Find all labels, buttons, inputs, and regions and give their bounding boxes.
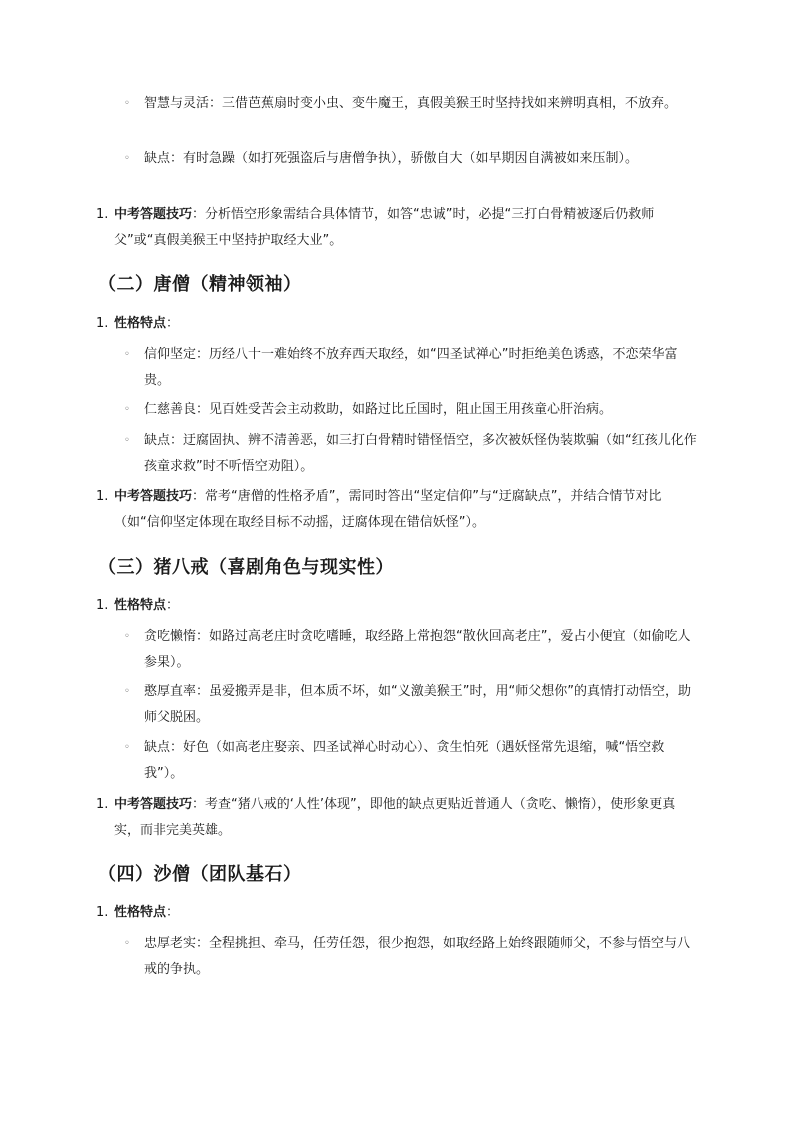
bullet-item: [0, 397, 794, 423]
tip-label: 中考答题技巧: [114, 797, 193, 812]
bullet-item: [0, 146, 794, 172]
bullet-marker: ◦: [124, 153, 130, 164]
bullet-text: ：好色（如高老庄娶亲、四圣试禅心时动心）、贪生怕死（遇妖怪常先退缩，喊“悟空救我”）。: [144, 740, 665, 781]
tip-text: ：分析悟空形象需结合具体情节，如答“忠诚”时，必提“三打白骨精被逐后仍救师父”或“真假美猴王中坚持护取经大业”。: [114, 207, 655, 248]
tip-item: [0, 484, 794, 536]
traits-colon: ：: [166, 316, 180, 331]
bullet-label: 贪吃懒惰: [144, 629, 197, 644]
list-number: 1.: [96, 905, 109, 920]
bullet-text: ：迂腐固执、辨不清善恶，如三打白骨精时错怪悟空，多次被妖怪伪装欺骗（如“红孩儿化作孩童求救”时不听悟空劝阻）。: [144, 433, 697, 474]
traits-label: 性格特点: [114, 316, 167, 331]
bullet-item: [0, 342, 794, 394]
traits-item: [0, 593, 794, 619]
traits-colon: ：: [166, 598, 180, 613]
bullet-marker: ◦: [124, 435, 130, 446]
bullet-label: 仁慈善良: [144, 402, 197, 417]
bullet-item: [0, 91, 794, 117]
bullet-marker: ◦: [124, 631, 130, 642]
bullet-text: ：三借芭蕉扇时变小虫、变牛魔王，真假美猴王时坚持找如来辨明真相，不放弃。: [209, 96, 678, 111]
bullet-label: 忠厚老实: [144, 936, 197, 951]
bullet-label: 信仰坚定: [144, 347, 197, 362]
tip-item: [0, 202, 794, 254]
bullet-text: ：有时急躁（如打死强盗后与唐僧争执），骄傲自大（如早期因自满被如来压制）。: [170, 151, 639, 166]
traits-label: 性格特点: [114, 905, 167, 920]
tip-item: [0, 792, 794, 844]
bullet-label: 缺点: [144, 433, 171, 448]
tip-label: 中考答题技巧: [114, 489, 193, 504]
bullet-text: ：见百姓受苦会主动救助，如路过比丘国时，阻止国王用孩童心肝治病。: [196, 402, 613, 417]
bullet-label: 憨厚直率: [144, 684, 197, 699]
traits-label: 性格特点: [114, 598, 167, 613]
bullet-text: ：如路过高老庄时贪吃嗜睡，取经路上常抱怨“散伙回高老庄”，爱占小便宜（如偷吃人参果）。: [144, 629, 691, 670]
traits-item: [0, 311, 794, 337]
traits-item: [0, 900, 794, 926]
bullet-item: [0, 624, 794, 676]
bullet-marker: ◦: [124, 404, 130, 415]
bullet-label: 缺点: [144, 740, 171, 755]
list-number: 1.: [96, 598, 109, 613]
section-heading: （二）唐僧（精神领袖）: [98, 274, 302, 295]
bullet-label: 智慧与灵活: [144, 96, 210, 111]
section-heading: （四）沙僧（团队基石）: [98, 864, 302, 885]
bullet-marker: ◦: [124, 938, 130, 949]
list-number: 1.: [96, 207, 109, 222]
bullet-text: ：历经八十一难始终不放弃西天取经，如“四圣试禅心”时拒绝美色诱惑，不恋荣华富贵。: [144, 347, 678, 388]
bullet-item: [0, 931, 794, 983]
bullet-marker: ◦: [124, 349, 130, 360]
bullet-label: 缺点: [144, 151, 171, 166]
tip-label: 中考答题技巧: [114, 207, 193, 222]
bullet-text: ：虽爱搬弄是非，但本质不坏，如“义激美猴王”时，用“师父想你”的真情打动悟空，助师父脱困。: [144, 684, 691, 725]
tip-text: ：常考“唐僧的性格矛盾”，需同时答出“坚定信仰”与“迂腐缺点”，并结合情节对比（如“信仰坚定体现在取经目标不动摇，迂腐体现在错信妖怪”）。: [114, 489, 662, 530]
bullet-text: ：全程挑担、牵马，任劳任怨，很少抱怨，如取经路上始终跟随师父，不参与悟空与八戒的争执。: [144, 936, 691, 977]
section-heading: （三）猪八戒（喜剧角色与现实性）: [98, 557, 394, 578]
list-number: 1.: [96, 316, 109, 331]
bullet-marker: ◦: [124, 742, 130, 753]
list-number: 1.: [96, 797, 109, 812]
list-number: 1.: [96, 489, 109, 504]
bullet-item: [0, 735, 794, 787]
bullet-item: [0, 679, 794, 731]
traits-colon: ：: [166, 905, 180, 920]
bullet-marker: ◦: [124, 98, 130, 109]
bullet-marker: ◦: [124, 686, 130, 697]
bullet-item: [0, 428, 794, 480]
tip-text: ：考查“猪八戒的‘人性’体现”，即他的缺点更贴近普通人（贪吃、懒惰），使形象更真实，而非完美英雄。: [114, 797, 676, 838]
